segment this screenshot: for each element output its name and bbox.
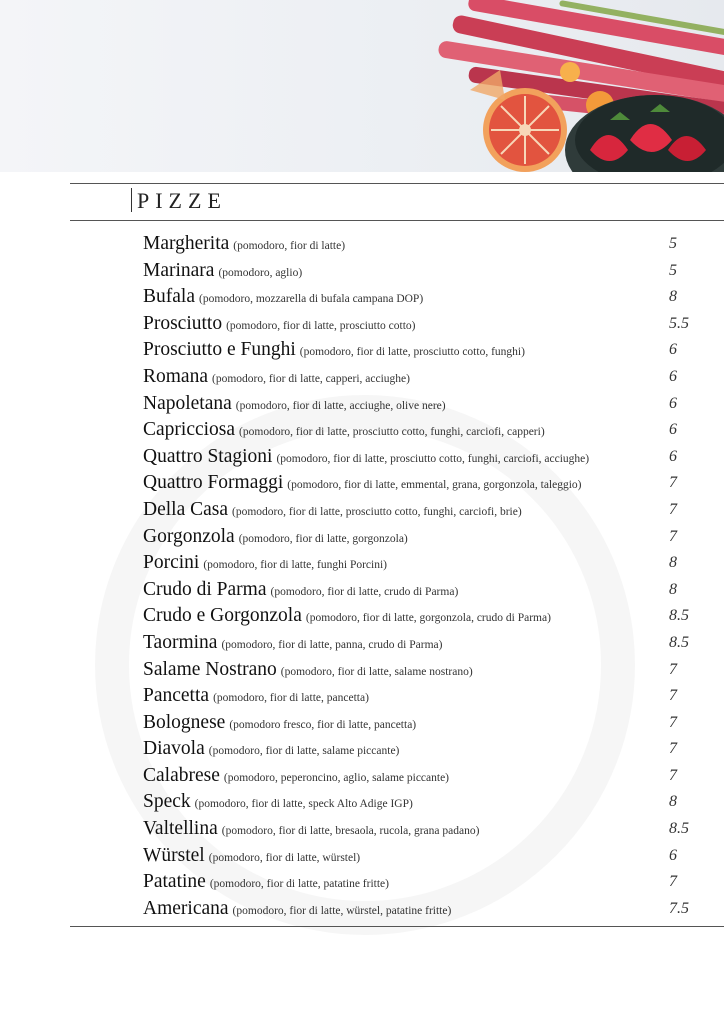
item-price: 6 bbox=[669, 846, 677, 864]
item-name: Calabrese bbox=[143, 764, 220, 786]
header-photo-icon bbox=[0, 0, 724, 172]
item-price: 6 bbox=[669, 341, 677, 359]
item-description: (pomodoro, aglio) bbox=[218, 266, 303, 279]
item-name: Taormina bbox=[143, 631, 218, 653]
item-name: Patatine bbox=[143, 871, 206, 893]
menu-item bbox=[143, 365, 703, 392]
item-name: Crudo e Gorgonzola bbox=[143, 605, 302, 627]
item-name: Valtellina bbox=[143, 818, 218, 840]
menu-item bbox=[143, 817, 703, 844]
menu-item bbox=[143, 870, 703, 897]
menu-item bbox=[143, 604, 703, 631]
item-description: (pomodoro, fior di latte, pancetta) bbox=[213, 692, 369, 705]
item-name: Crudo di Parma bbox=[143, 578, 267, 600]
item-price: 8.5 bbox=[669, 820, 689, 838]
item-name: Quattro Stagioni bbox=[143, 445, 273, 467]
item-description: (pomodoro, fior di latte, patatine fritte) bbox=[209, 878, 389, 891]
section-title-text: PIZZE bbox=[137, 188, 227, 213]
item-price: 5.5 bbox=[669, 314, 689, 332]
item-price: 7 bbox=[669, 660, 677, 678]
item-description: (pomodoro, fior di latte, würstel, patatine fritte) bbox=[232, 904, 452, 917]
item-price: 6 bbox=[669, 367, 677, 385]
menu-item bbox=[143, 498, 703, 525]
item-description: (pomodoro fresco, fior di latte, pancetta) bbox=[229, 718, 417, 731]
item-description: (pomodoro, fior di latte, crudo di Parma) bbox=[270, 585, 459, 598]
item-price: 7 bbox=[669, 687, 677, 705]
menu-item bbox=[143, 392, 703, 419]
title-bar bbox=[131, 188, 132, 212]
item-description: (pomodoro, fior di latte, prosciutto cotto, funghi, carciofi, capperi) bbox=[239, 426, 545, 439]
menu-item bbox=[143, 338, 703, 365]
item-name: Speck bbox=[143, 791, 191, 813]
header-photo bbox=[0, 0, 724, 172]
item-price: 8.5 bbox=[669, 607, 689, 625]
item-price: 7 bbox=[669, 713, 677, 731]
menu-item bbox=[143, 711, 703, 738]
pizza-menu-list bbox=[143, 232, 703, 923]
item-name: Quattro Formaggi bbox=[143, 472, 284, 494]
item-name: Della Casa bbox=[143, 498, 229, 520]
item-price: 8 bbox=[669, 793, 677, 811]
menu-item bbox=[143, 764, 703, 791]
item-price: 7 bbox=[669, 873, 677, 891]
item-description: (pomodoro, fior di latte, prosciutto cotto, funghi) bbox=[299, 346, 525, 359]
menu-item bbox=[143, 551, 703, 578]
menu-item bbox=[143, 525, 703, 552]
item-description: (pomodoro, fior di latte, capperi, acciughe) bbox=[211, 372, 410, 385]
menu-item bbox=[143, 418, 703, 445]
item-price: 8 bbox=[669, 288, 677, 306]
item-description: (pomodoro, mozzarella di bufala campana DOP) bbox=[198, 293, 424, 306]
item-description: (pomodoro, fior di latte, gorgonzola, crudo di Parma) bbox=[305, 612, 551, 625]
item-price: 7.5 bbox=[669, 899, 689, 917]
top-rule bbox=[70, 183, 724, 184]
section-title bbox=[131, 188, 227, 214]
item-description: (pomodoro, fior di latte, prosciutto cotto, funghi, carciofi, acciughe) bbox=[276, 452, 590, 465]
item-price: 6 bbox=[669, 421, 677, 439]
item-description: (pomodoro, fior di latte, acciughe, olive nere) bbox=[235, 399, 446, 412]
menu-item bbox=[143, 312, 703, 339]
menu-item bbox=[143, 578, 703, 605]
item-description: (pomodoro, peperoncino, aglio, salame piccante) bbox=[223, 771, 450, 784]
menu-item bbox=[143, 737, 703, 764]
item-name: Porcini bbox=[143, 552, 200, 574]
item-price: 5 bbox=[669, 261, 677, 279]
item-price: 8 bbox=[669, 580, 677, 598]
item-name: Marinara bbox=[143, 259, 215, 281]
item-description: (pomodoro, fior di latte, funghi Porcini) bbox=[203, 559, 387, 572]
menu-item bbox=[143, 631, 703, 658]
item-description: (pomodoro, fior di latte, panna, crudo di Parma) bbox=[221, 638, 443, 651]
bottom-rule bbox=[70, 926, 724, 927]
item-name: Gorgonzola bbox=[143, 525, 235, 547]
item-name: Würstel bbox=[143, 844, 205, 866]
item-name: Capricciosa bbox=[143, 419, 236, 441]
item-name: Margherita bbox=[143, 233, 230, 254]
item-price: 7 bbox=[669, 527, 677, 545]
menu-item bbox=[143, 684, 703, 711]
item-name: Prosciutto e Funghi bbox=[143, 339, 296, 361]
item-description: (pomodoro, fior di latte, emmental, grana, gorgonzola, taleggio) bbox=[287, 479, 582, 492]
item-description: (pomodoro, fior di latte) bbox=[233, 240, 346, 252]
item-description: (pomodoro, fior di latte, prosciutto cotto) bbox=[226, 319, 416, 332]
item-name: Salame Nostrano bbox=[143, 658, 277, 680]
item-price: 6 bbox=[669, 447, 677, 465]
menu-item bbox=[143, 471, 703, 498]
item-price: 8.5 bbox=[669, 633, 689, 651]
item-price: 7 bbox=[669, 766, 677, 784]
item-description: (pomodoro, fior di latte, speck Alto Adige IGP) bbox=[194, 798, 413, 811]
item-description: (pomodoro, fior di latte, salame nostrano) bbox=[280, 665, 473, 678]
item-name: Pancetta bbox=[143, 685, 210, 707]
item-name: Romana bbox=[143, 365, 208, 387]
menu-item bbox=[143, 259, 703, 286]
item-price: 7 bbox=[669, 474, 677, 492]
item-name: Napoletana bbox=[143, 392, 232, 414]
title-underline bbox=[70, 220, 724, 221]
item-name: Prosciutto bbox=[143, 312, 223, 334]
item-price: 7 bbox=[669, 740, 677, 758]
item-price: 6 bbox=[669, 394, 677, 412]
item-description: (pomodoro, fior di latte, gorgonzola) bbox=[238, 532, 408, 545]
item-name: Americana bbox=[143, 897, 229, 919]
menu-item bbox=[143, 232, 703, 259]
item-name: Bufala bbox=[143, 286, 195, 308]
item-description: (pomodoro, fior di latte, bresaola, rucola, grana padano) bbox=[221, 825, 480, 838]
menu-item bbox=[143, 897, 703, 924]
item-price: 7 bbox=[669, 500, 677, 518]
item-name: Diavola bbox=[143, 738, 205, 760]
item-description: (pomodoro, fior di latte, würstel) bbox=[208, 851, 361, 864]
item-price: 5 bbox=[669, 235, 677, 252]
menu-item bbox=[143, 285, 703, 312]
item-description: (pomodoro, fior di latte, salame piccante) bbox=[208, 745, 400, 758]
menu-item bbox=[143, 445, 703, 472]
item-price: 8 bbox=[669, 554, 677, 572]
menu-item bbox=[143, 790, 703, 817]
menu-item bbox=[143, 844, 703, 871]
item-name: Bolognese bbox=[143, 711, 226, 733]
menu-item bbox=[143, 658, 703, 685]
item-description: (pomodoro, fior di latte, prosciutto cotto, funghi, carciofi, brie) bbox=[232, 505, 522, 518]
